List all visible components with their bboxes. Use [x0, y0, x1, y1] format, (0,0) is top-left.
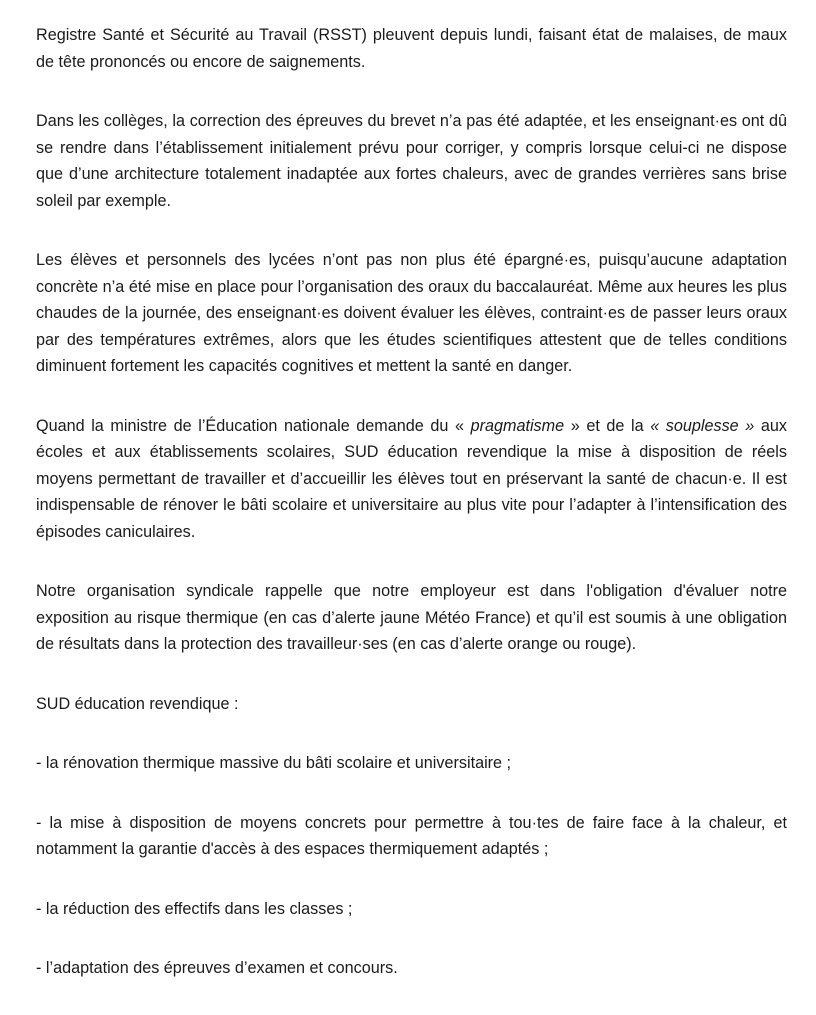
paragraph-rsst: Registre Santé et Sécurité au Travail (RSST) pleuvent depuis lundi, faisant état de malaises, de maux de tête prononcés ou encore de saignements. [36, 26, 787, 71]
list-item-moyens: - la mise à disposition de moyens concrets pour permettre à tou·tes de faire face à la chaleur, et notamment la garantie d'accès à des espaces thermiquement adaptés ; [36, 813, 787, 858]
paragraph-ministre-part1: Quand la ministre de l’Éducation nationale demande du « [36, 416, 471, 435]
paragraph-ministre [36, 413, 787, 546]
paragraph-lycees: Les élèves et personnels des lycées n’ont pas non plus été épargné·es, puisqu’aucune adaptation concrète n’a été mise en place pour l’organisation des oraux du baccalauréat. Même aux heures les plus chaudes de la journée, des enseignant·es doivent évaluer les élèves, contraint·es de passer leurs oraux par des températures extrêmes, alors que les études scientifiques attestent que de telles conditions diminuent fortement les capacités cognitives et mettent la santé en danger. [36, 251, 787, 375]
paragraph-ministre-italic1: pragmatisme [470, 416, 565, 435]
document-body [36, 22, 787, 1015]
list-item-epreuves: - l’adaptation des épreuves d’examen et concours. [36, 959, 398, 977]
list-item-effectifs: - la réduction des effectifs dans les classes ; [36, 899, 353, 918]
paragraph-ministre-part3: aux écoles et aux établissements scolaires, SUD éducation revendique la mise à disposition de réels moyens permettant de travailler et d’accueillir les élèves tout en préservant la santé de chacun·e. Il est indispensable de rénover le bâti scolaire et universitaire au plus vite pour l’adapter à l’intensification des épisodes caniculaires. [36, 416, 787, 541]
paragraph-ministre-italic2: « souplesse » [650, 416, 755, 435]
paragraph-ministre-part2: » et de la [564, 416, 651, 435]
paragraph-organisation: Notre organisation syndicale rappelle que notre employeur est dans l'obligation d'évaluer notre exposition au risque thermique (en cas d’alerte jaune Météo France) et qu’il est soumis à une obligation de résultats dans la protection des travailleur·ses (en cas d’alerte orange ou rouge). [36, 582, 787, 653]
paragraph-colleges: Dans les collèges, la correction des épreuves du brevet n’a pas été adaptée, et les enseignant·es ont dû se rendre dans l’établissement initialement prévu pour corriger, y compris lorsque celui-ci ne dispose que d’une architecture totalement inadaptée aux fortes chaleurs, avec de grandes verrières sans brise soleil par exemple. [36, 112, 787, 210]
paragraph-revendique: SUD éducation revendique : [36, 694, 239, 713]
list-item-renovation: - la rénovation thermique massive du bâti scolaire et universitaire ; [36, 754, 512, 772]
